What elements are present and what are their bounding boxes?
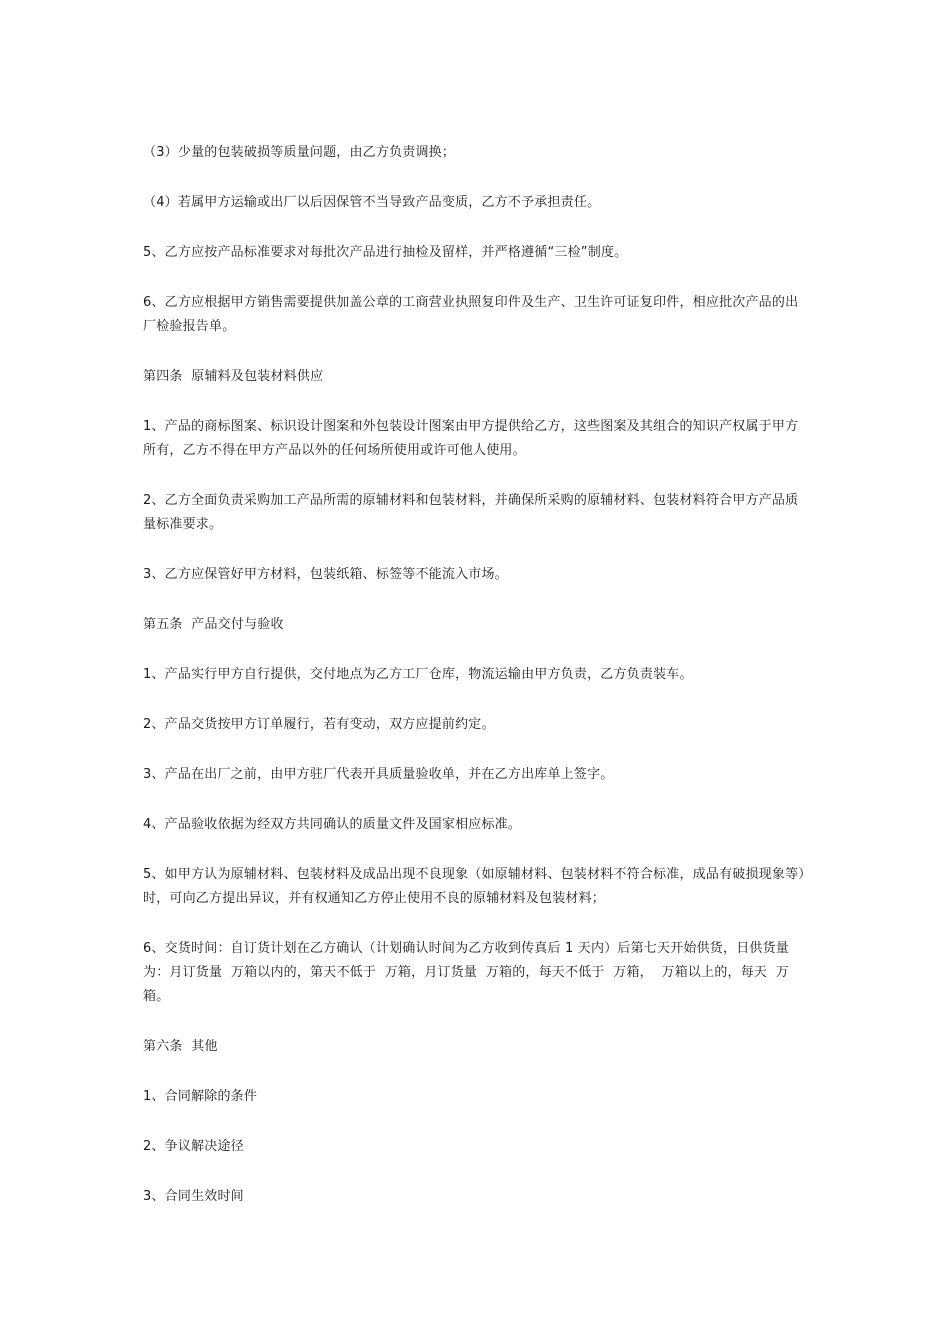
document-body [143, 141, 811, 1235]
article-6-point-1: 1、合同解除的条件 [143, 1089, 258, 1104]
article-5-point-4: 4、产品验收依据为经双方共同确认的质量文件及国家相应标准。 [143, 817, 522, 832]
clause-3-point-5: 5、乙方应按产品标准要求对每批次产品进行抽检及留样，并严格遵循“三检”制度。 [143, 245, 628, 260]
article-4-heading: 第四条 原辅料及包装材料供应 [143, 369, 324, 384]
article-6-point-3: 3、合同生效时间 [143, 1189, 244, 1204]
article-4-point-1: 1、产品的商标图案、标识设计图案和外包装设计图案由甲方提供给乙方，这些图案及其组合的知识产权属于甲方所有，乙方不得在甲方产品以外的任何场所使用或许可他人使用。 [143, 419, 799, 458]
article-5-point-5: 5、如甲方认为原辅材料、包装材料及成品出现不良现象（如原辅材料、包装材料不符合标准，成品有破损现象等）时，可向乙方提出异议，并有权通知乙方停止使用不良的原辅材料及包装材料； [143, 867, 805, 906]
article-5-point-2: 2、产品交货按甲方订单履行，若有变动，双方应提前约定。 [143, 717, 495, 732]
clause-3-item-3: （3）少量的包装破损等质量问题，由乙方负责调换； [143, 145, 456, 160]
clause-3-point-6: 6、乙方应根据甲方销售需要提供加盖公章的工商营业执照复印件及生产、卫生许可证复印件，相应批次产品的出厂检验报告单。 [143, 295, 799, 334]
article-6-point-2: 2、争议解决途径 [143, 1139, 244, 1154]
article-5-point-3: 3、产品在出厂之前，由甲方驻厂代表开具质量验收单，并在乙方出库单上签字。 [143, 767, 614, 782]
article-6-heading: 第六条 其他 [143, 1039, 218, 1054]
article-4-point-2: 2、乙方全面负责采购加工产品所需的原辅材料和包装材料，并确保所采购的原辅材料、包装材料符合甲方产品质量标准要求。 [143, 493, 799, 532]
clause-3-item-4: （4）若属甲方运输或出厂以后因保管不当导致产品变质，乙方不予承担责任。 [143, 195, 601, 210]
article-5-heading: 第五条 产品交付与验收 [143, 617, 284, 632]
article-4-point-3: 3、乙方应保管好甲方材料，包装纸箱、标签等不能流入市场。 [143, 567, 508, 582]
article-5-point-6: 6、交货时间：自订货计划在乙方确认（计划确认时间为乙方收到传真后 1 天内）后第七天开始供货，日供货量为：月订货量 万箱以内的，第天不低于 万箱，月订货量 万箱的，每天不低于 万箱， 万箱以上的，每天 万箱。 [143, 941, 790, 1004]
article-5-point-1: 1、产品实行甲方自行提供，交付地点为乙方工厂仓库，物流运输由甲方负责，乙方负责装车。 [143, 667, 693, 682]
